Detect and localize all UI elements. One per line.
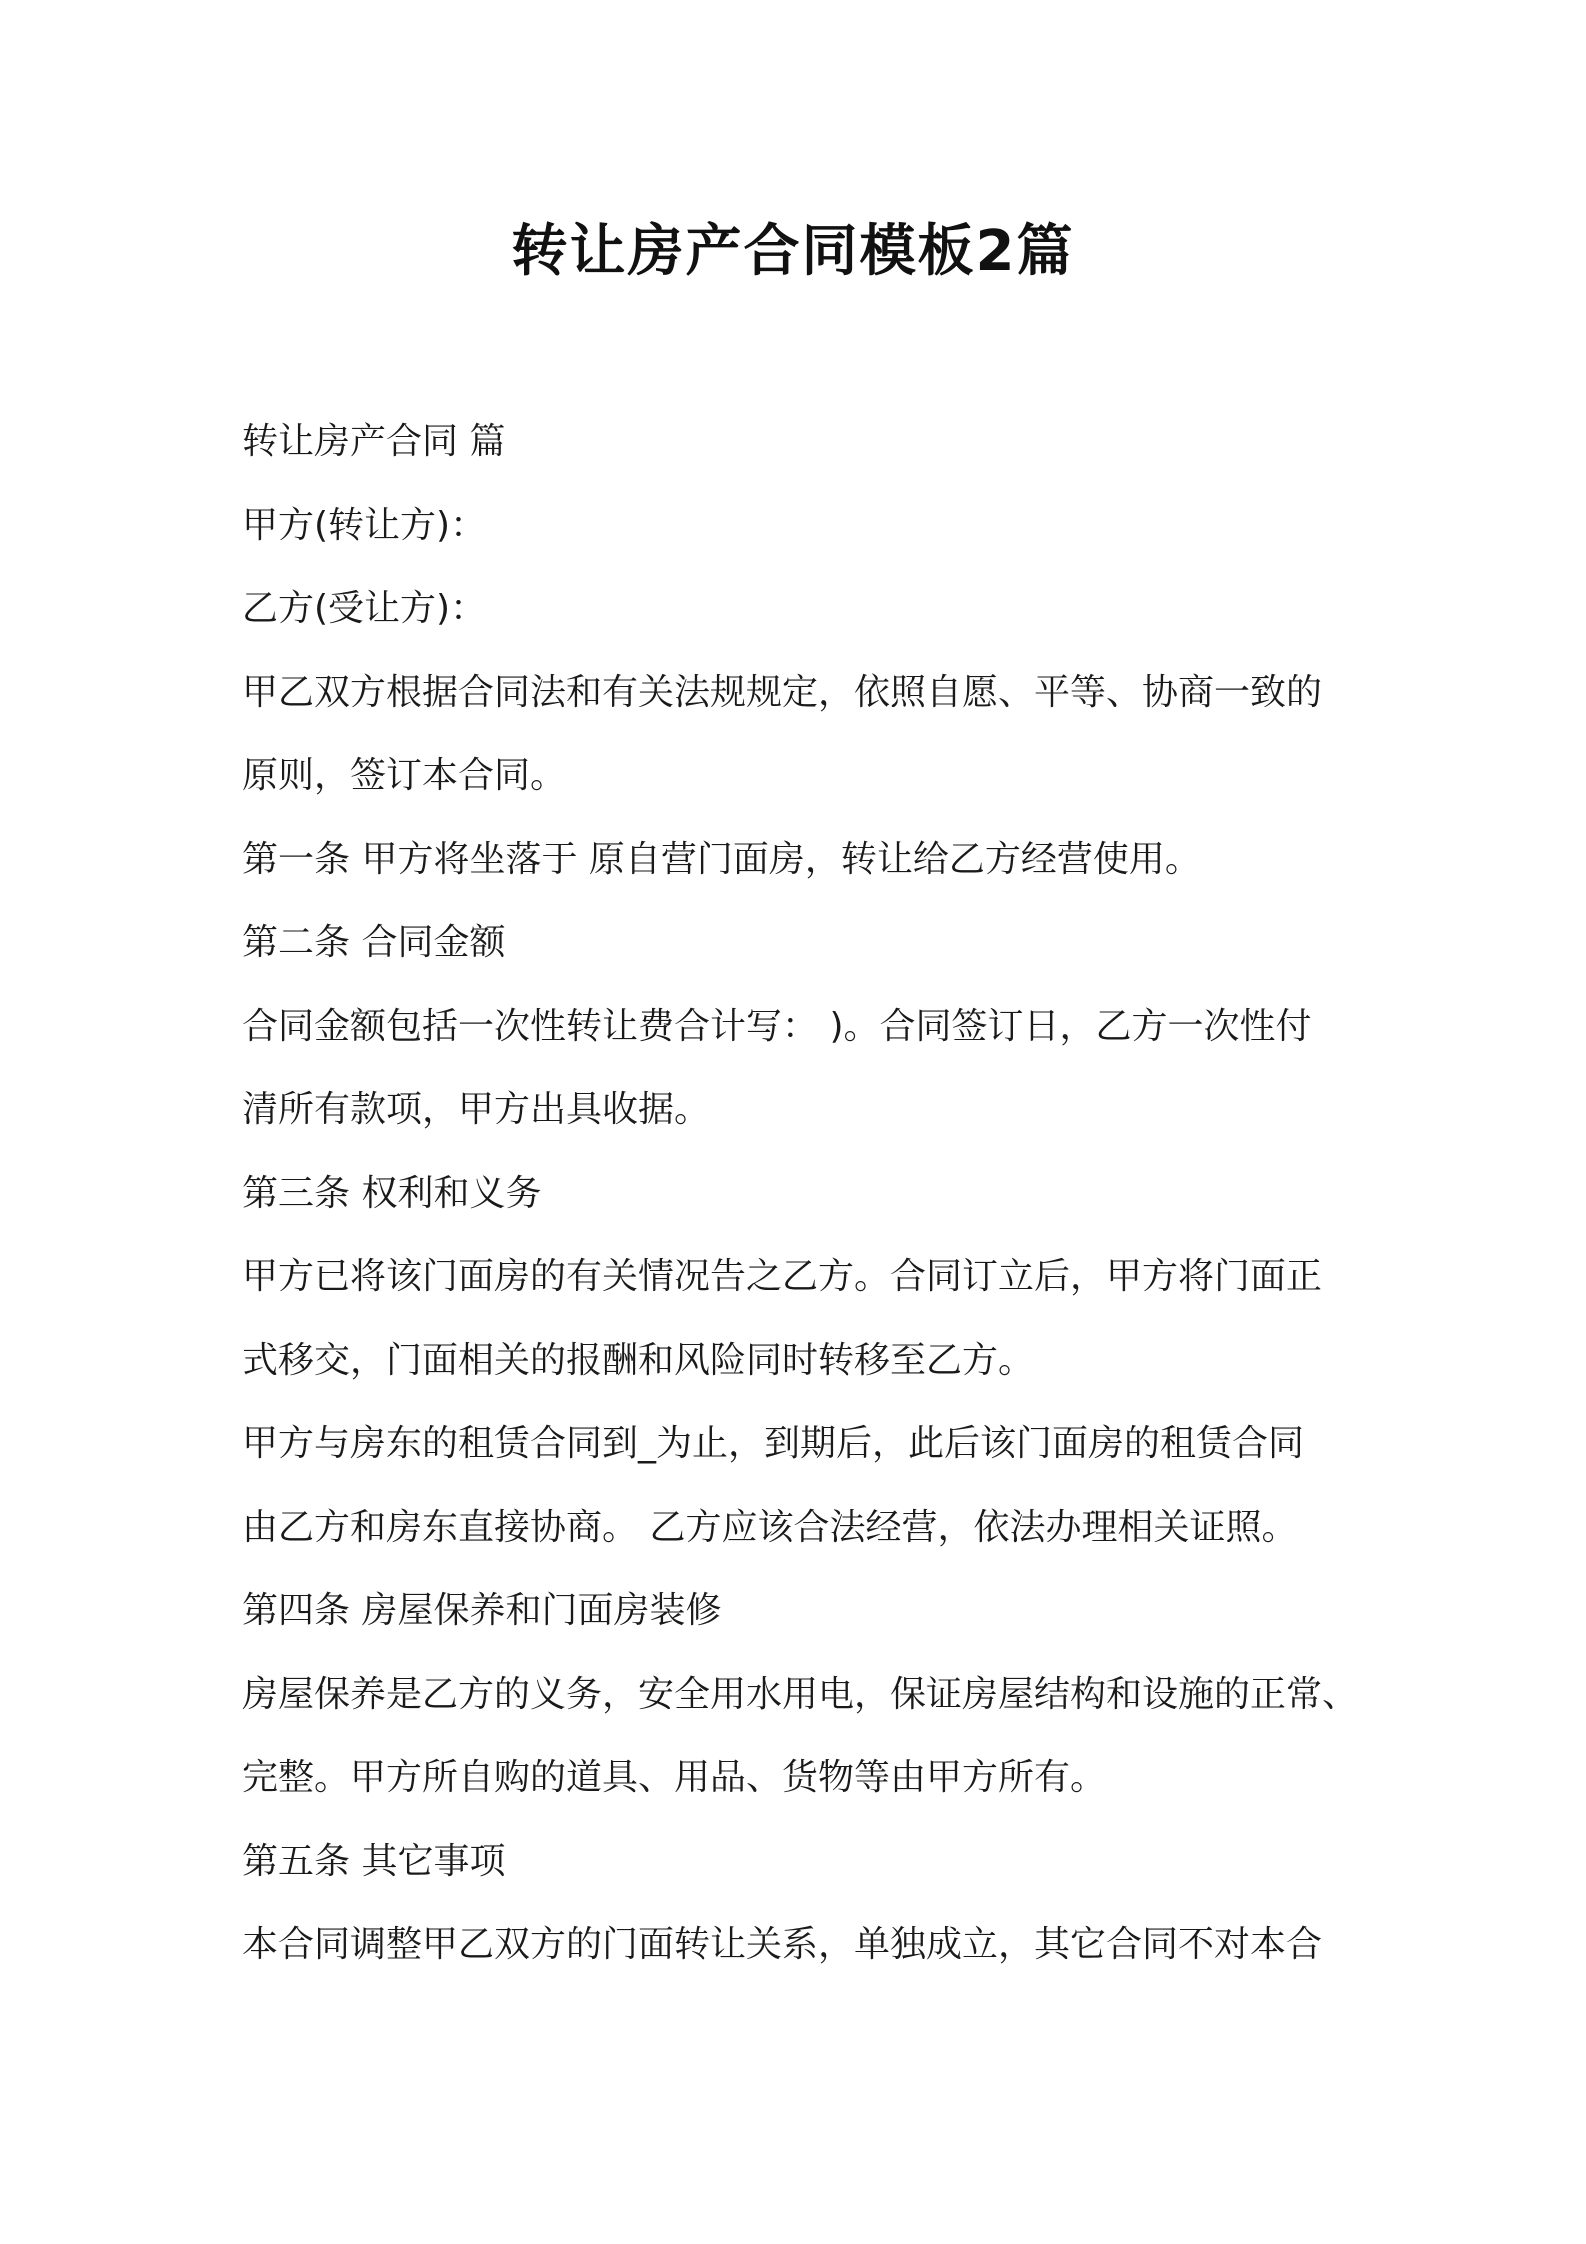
- text-line: 甲方已将该门面房的有关情况告之乙方。合同订立后，甲方将门面正: [242, 1256, 1323, 1297]
- text-line: 清所有款项，甲方出具收据。: [242, 1089, 711, 1130]
- text-line: 第一条 甲方将坐落于 原自营门面房，转让给乙方经营使用。: [242, 838, 1201, 880]
- text-line: 本合同调整甲乙双方的门面转让关系，单独成立，其它合同不对本合: [242, 1924, 1323, 1965]
- text-line: 第四条 房屋保养和门面房装修: [242, 1590, 722, 1631]
- text-line: 第三条 权利和义务: [242, 1172, 542, 1214]
- text-line: 甲乙双方根据合同法和有关法规规定，依照自愿、平等、协商一致的: [242, 671, 1323, 713]
- text-line: 第二条 合同金额: [242, 922, 506, 963]
- text-line: 第五条 其它事项: [242, 1840, 506, 1882]
- text-line: 原则，签订本合同。: [242, 755, 567, 796]
- text-line: 由乙方和房东直接协商。 乙方应该合法经营，依法办理相关证照。: [242, 1506, 1298, 1548]
- text-line: 合同金额包括一次性转让费合计写： )。合同签订日，乙方一次性付: [242, 1005, 1312, 1047]
- text-line: 乙方(受让方)：: [242, 588, 487, 629]
- document-title: 转让房产合同模板2篇: [511, 219, 1075, 284]
- text-line: 式移交，门面相关的报酬和风险同时转移至乙方。: [242, 1339, 1035, 1381]
- text-line: 完整。甲方所自购的道具、用品、货物等由甲方所有。: [242, 1757, 1107, 1798]
- document-body: [242, 400, 1360, 1987]
- text-line: 转让房产合同 篇: [242, 421, 506, 462]
- text-line: 甲方(转让方)：: [242, 504, 487, 546]
- text-line: 甲方与房东的租赁合同到_为止，到期后，此后该门面房的租赁合同: [242, 1423, 1305, 1464]
- text-line: 房屋保养是乙方的义务，安全用水用电，保证房屋结构和设施的正常、: [242, 1673, 1359, 1715]
